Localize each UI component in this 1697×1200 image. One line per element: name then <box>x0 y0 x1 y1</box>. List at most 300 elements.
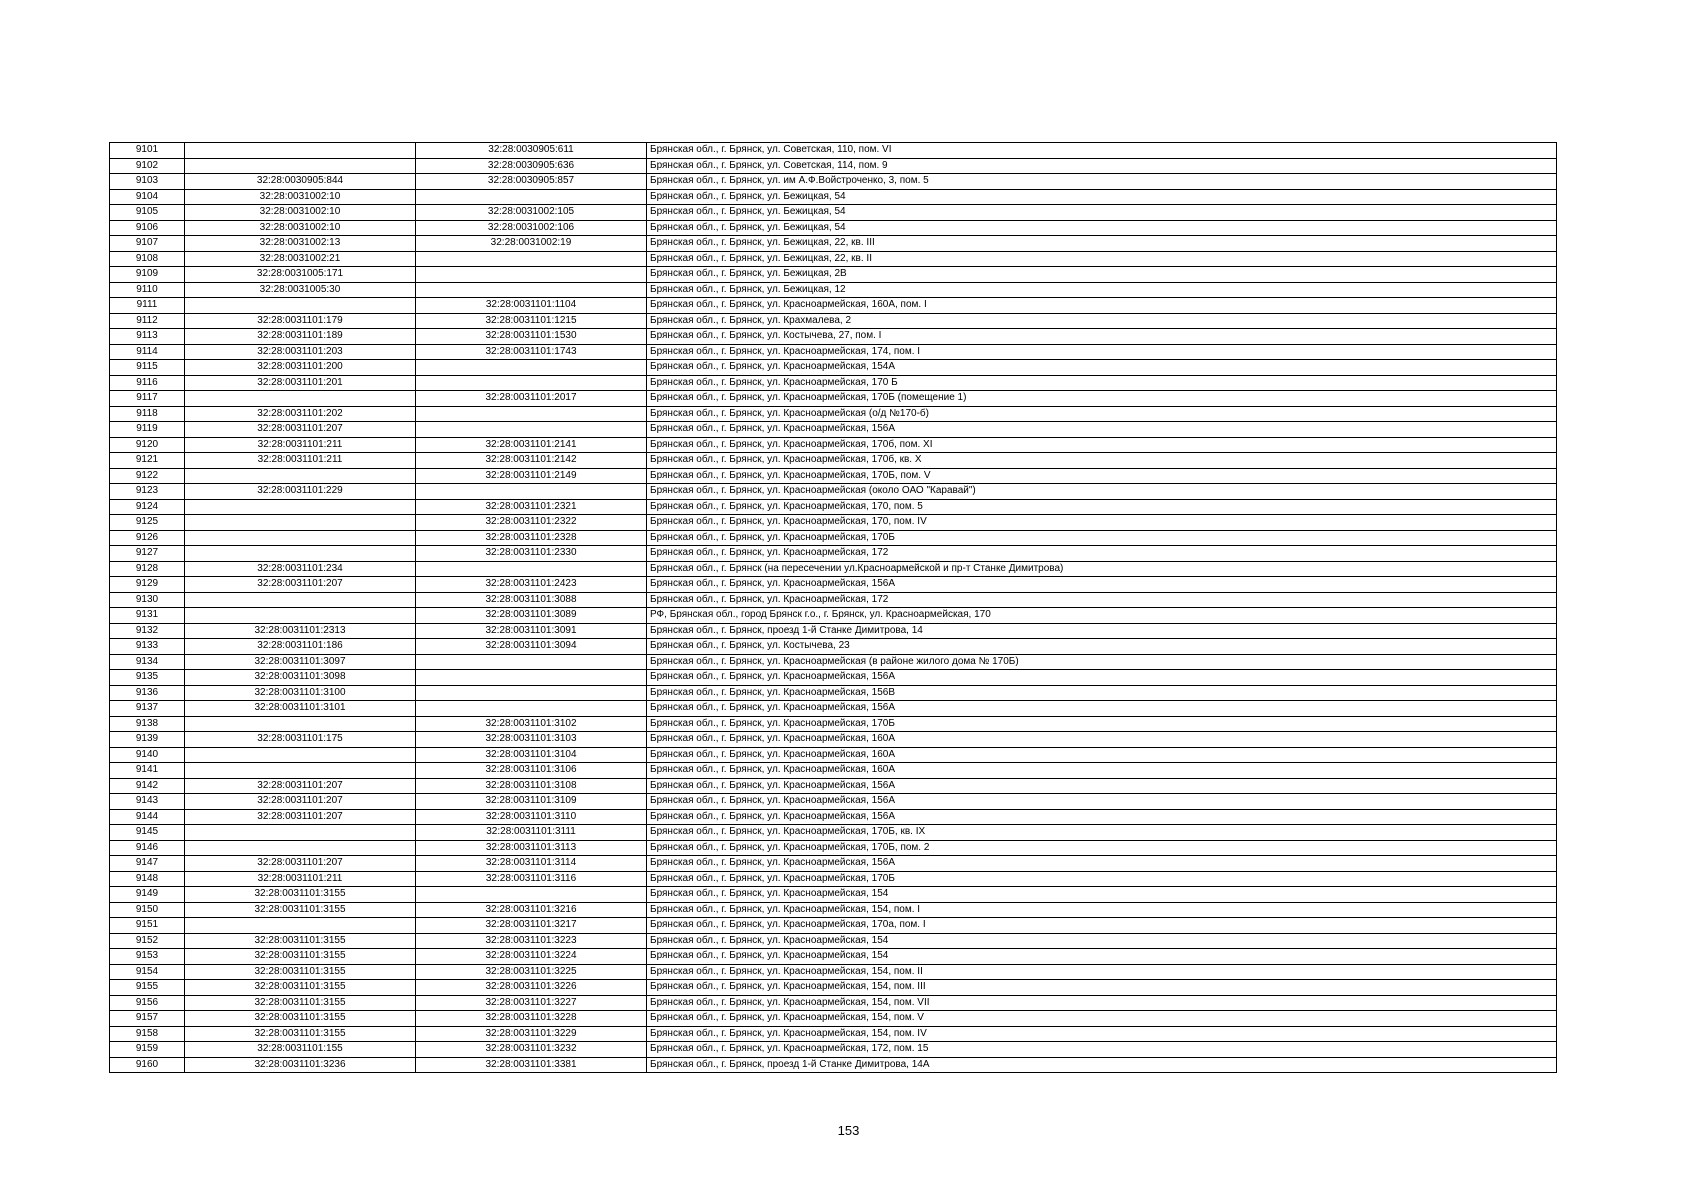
address: Брянская обл., г. Брянск, ул. Красноармейская (в районе жилого дома № 170Б) <box>647 654 1557 670</box>
cadastral-number: 32:28:0031101:3106 <box>416 763 647 779</box>
table-row <box>110 143 1557 159</box>
registry-table-body <box>110 143 1557 1073</box>
row-number: 9156 <box>110 995 185 1011</box>
cadastral-number: 32:28:0031101:3229 <box>416 1026 647 1042</box>
table-row <box>110 716 1557 732</box>
parent-cadastral-number: 32:28:0031005:30 <box>185 282 416 298</box>
row-number: 9152 <box>110 933 185 949</box>
row-number: 9155 <box>110 980 185 996</box>
cadastral-number: 32:28:0031002:105 <box>416 205 647 221</box>
address: Брянская обл., г. Брянск (на пересечении ул.Красноармейской и пр-т Станке Димитрова) <box>647 561 1557 577</box>
cadastral-number <box>416 422 647 438</box>
table-row <box>110 484 1557 500</box>
address: Брянская обл., г. Брянск, ул. Красноармейская, 170Б <box>647 530 1557 546</box>
table-row <box>110 747 1557 763</box>
registry-table <box>109 142 1557 1073</box>
table-row <box>110 267 1557 283</box>
table-row <box>110 856 1557 872</box>
table-row <box>110 887 1557 903</box>
row-number: 9158 <box>110 1026 185 1042</box>
parent-cadastral-number: 32:28:0031101:3155 <box>185 887 416 903</box>
parent-cadastral-number <box>185 763 416 779</box>
row-number: 9141 <box>110 763 185 779</box>
parent-cadastral-number <box>185 530 416 546</box>
table-row <box>110 313 1557 329</box>
cadastral-number: 32:28:0031101:3226 <box>416 980 647 996</box>
row-number: 9153 <box>110 949 185 965</box>
parent-cadastral-number <box>185 298 416 314</box>
row-number: 9111 <box>110 298 185 314</box>
table-row <box>110 329 1557 345</box>
address: Брянская обл., г. Брянск, ул. Красноармейская, 156В <box>647 685 1557 701</box>
table-row <box>110 251 1557 267</box>
row-number: 9124 <box>110 499 185 515</box>
cadastral-number <box>416 685 647 701</box>
table-row <box>110 561 1557 577</box>
address: Брянская обл., г. Брянск, ул. Красноармейская, 170, пом. IV <box>647 515 1557 531</box>
parent-cadastral-number <box>185 515 416 531</box>
table-row <box>110 608 1557 624</box>
address: Брянская обл., г. Брянск, ул. Красноармейская, 154 <box>647 887 1557 903</box>
address: Брянская обл., г. Брянск, ул. Красноармейская, 170б, кв. X <box>647 453 1557 469</box>
parent-cadastral-number <box>185 918 416 934</box>
parent-cadastral-number: 32:28:0030905:844 <box>185 174 416 190</box>
row-number: 9134 <box>110 654 185 670</box>
row-number: 9114 <box>110 344 185 360</box>
cadastral-number: 32:28:0031101:3088 <box>416 592 647 608</box>
table-row <box>110 763 1557 779</box>
address: Брянская обл., г. Брянск, ул. Красноармейская, 170Б, кв. IX <box>647 825 1557 841</box>
parent-cadastral-number: 32:28:0031101:202 <box>185 406 416 422</box>
address: Брянская обл., г. Брянск, проезд 1-й Станке Димитрова, 14А <box>647 1057 1557 1073</box>
address: Брянская обл., г. Брянск, ул. Бежицкая, 22, кв. III <box>647 236 1557 252</box>
table-row <box>110 174 1557 190</box>
address: Брянская обл., г. Брянск, ул. Красноармейская, 160А <box>647 732 1557 748</box>
row-number: 9127 <box>110 546 185 562</box>
row-number: 9132 <box>110 623 185 639</box>
parent-cadastral-number: 32:28:0031002:10 <box>185 220 416 236</box>
address: Брянская обл., г. Брянск, ул. Красноармейская, 154, пом. III <box>647 980 1557 996</box>
table-row <box>110 530 1557 546</box>
parent-cadastral-number <box>185 825 416 841</box>
page-number: 153 <box>837 1123 860 1138</box>
parent-cadastral-number: 32:28:0031101:207 <box>185 778 416 794</box>
parent-cadastral-number: 32:28:0031101:3155 <box>185 1026 416 1042</box>
address: Брянская обл., г. Брянск, ул. Красноармейская, 154А <box>647 360 1557 376</box>
row-number: 9133 <box>110 639 185 655</box>
cadastral-number <box>416 887 647 903</box>
cadastral-number <box>416 406 647 422</box>
row-number: 9143 <box>110 794 185 810</box>
table-row <box>110 1042 1557 1058</box>
address: Брянская обл., г. Брянск, ул. им А.Ф.Войстроченко, 3, пом. 5 <box>647 174 1557 190</box>
address: Брянская обл., г. Брянск, ул. Красноармейская, 160А <box>647 747 1557 763</box>
cadastral-number: 32:28:0031101:3217 <box>416 918 647 934</box>
address: Брянская обл., г. Брянск, ул. Красноармейская, 170 Б <box>647 375 1557 391</box>
parent-cadastral-number <box>185 143 416 159</box>
address: Брянская обл., г. Брянск, ул. Красноармейская, 154 <box>647 949 1557 965</box>
row-number: 9146 <box>110 840 185 856</box>
row-number: 9126 <box>110 530 185 546</box>
address: Брянская обл., г. Брянск, ул. Красноармейская, 156А <box>647 794 1557 810</box>
table-row <box>110 871 1557 887</box>
table-row <box>110 1026 1557 1042</box>
cadastral-number: 32:28:0031101:3114 <box>416 856 647 872</box>
table-row <box>110 840 1557 856</box>
address: Брянская обл., г. Брянск, ул. Бежицкая, 2В <box>647 267 1557 283</box>
row-number: 9160 <box>110 1057 185 1073</box>
cadastral-number: 32:28:0031101:3225 <box>416 964 647 980</box>
cadastral-number: 32:28:0031101:1104 <box>416 298 647 314</box>
row-number: 9118 <box>110 406 185 422</box>
cadastral-number: 32:28:0031101:3102 <box>416 716 647 732</box>
address: Брянская обл., г. Брянск, ул. Красноармейская, 170Б, пом. 2 <box>647 840 1557 856</box>
cadastral-number: 32:28:0031101:2141 <box>416 437 647 453</box>
row-number: 9123 <box>110 484 185 500</box>
cadastral-number <box>416 654 647 670</box>
address: Брянская обл., г. Брянск, ул. Красноармейская, 156А <box>647 670 1557 686</box>
address: Брянская обл., г. Брянск, ул. Красноармейская, 154 <box>647 933 1557 949</box>
row-number: 9101 <box>110 143 185 159</box>
row-number: 9108 <box>110 251 185 267</box>
table-row <box>110 995 1557 1011</box>
address: Брянская обл., г. Брянск, ул. Красноармейская, 160А <box>647 763 1557 779</box>
table-row <box>110 437 1557 453</box>
address: Брянская обл., г. Брянск, ул. Советская, 114, пом. 9 <box>647 158 1557 174</box>
table-row <box>110 778 1557 794</box>
address: Брянская обл., г. Брянск, ул. Красноармейская, 154, пом. IV <box>647 1026 1557 1042</box>
row-number: 9103 <box>110 174 185 190</box>
table-row <box>110 205 1557 221</box>
parent-cadastral-number: 32:28:0031101:175 <box>185 732 416 748</box>
table-row <box>110 422 1557 438</box>
row-number: 9128 <box>110 561 185 577</box>
row-number: 9110 <box>110 282 185 298</box>
address: Брянская обл., г. Брянск, ул. Красноармейская, 156А <box>647 422 1557 438</box>
table-row <box>110 282 1557 298</box>
row-number: 9119 <box>110 422 185 438</box>
parent-cadastral-number: 32:28:0031101:3097 <box>185 654 416 670</box>
cadastral-number <box>416 484 647 500</box>
parent-cadastral-number <box>185 747 416 763</box>
cadastral-number: 32:28:0031101:3224 <box>416 949 647 965</box>
parent-cadastral-number <box>185 468 416 484</box>
address: Брянская обл., г. Брянск, ул. Красноармейская, 156А <box>647 701 1557 717</box>
table-row <box>110 236 1557 252</box>
cadastral-number: 32:28:0031101:3091 <box>416 623 647 639</box>
cadastral-number: 32:28:0030905:611 <box>416 143 647 159</box>
address: Брянская обл., г. Брянск, ул. Красноармейская, 156А <box>647 809 1557 825</box>
parent-cadastral-number <box>185 716 416 732</box>
address: Брянская обл., г. Брянск, ул. Красноармейская, 170а, пом. I <box>647 918 1557 934</box>
row-number: 9135 <box>110 670 185 686</box>
row-number: 9104 <box>110 189 185 205</box>
cadastral-number: 32:28:0031101:3223 <box>416 933 647 949</box>
table-row <box>110 701 1557 717</box>
table-row <box>110 980 1557 996</box>
parent-cadastral-number: 32:28:0031101:2313 <box>185 623 416 639</box>
table-row <box>110 1057 1557 1073</box>
table-row <box>110 933 1557 949</box>
parent-cadastral-number: 32:28:0031101:211 <box>185 437 416 453</box>
parent-cadastral-number: 32:28:0031002:13 <box>185 236 416 252</box>
parent-cadastral-number: 32:28:0031101:3155 <box>185 933 416 949</box>
parent-cadastral-number: 32:28:0031101:200 <box>185 360 416 376</box>
address: Брянская обл., г. Брянск, ул. Красноармейская, 154, пом. I <box>647 902 1557 918</box>
cadastral-number <box>416 282 647 298</box>
parent-cadastral-number <box>185 840 416 856</box>
cadastral-number: 32:28:0031101:1530 <box>416 329 647 345</box>
cadastral-number: 32:28:0031101:2149 <box>416 468 647 484</box>
table-row <box>110 685 1557 701</box>
table-row <box>110 298 1557 314</box>
parent-cadastral-number: 32:28:0031002:21 <box>185 251 416 267</box>
address: Брянская обл., г. Брянск, ул. Советская, 110, пом. VI <box>647 143 1557 159</box>
row-number: 9131 <box>110 608 185 624</box>
parent-cadastral-number: 32:28:0031101:207 <box>185 856 416 872</box>
row-number: 9138 <box>110 716 185 732</box>
parent-cadastral-number: 32:28:0031101:3236 <box>185 1057 416 1073</box>
cadastral-number: 32:28:0031101:2321 <box>416 499 647 515</box>
cadastral-number: 32:28:0030905:636 <box>416 158 647 174</box>
row-number: 9157 <box>110 1011 185 1027</box>
row-number: 9142 <box>110 778 185 794</box>
row-number: 9121 <box>110 453 185 469</box>
parent-cadastral-number: 32:28:0031101:3155 <box>185 902 416 918</box>
cadastral-number: 32:28:0031101:1215 <box>416 313 647 329</box>
address: Брянская обл., г. Брянск, ул. Костычева, 27, пом. I <box>647 329 1557 345</box>
cadastral-number: 32:28:0031101:2330 <box>416 546 647 562</box>
parent-cadastral-number: 32:28:0031101:179 <box>185 313 416 329</box>
address: Брянская обл., г. Брянск, ул. Красноармейская, 170Б <box>647 716 1557 732</box>
address: Брянская обл., г. Брянск, ул. Красноармейская, 154, пом. II <box>647 964 1557 980</box>
cadastral-number: 32:28:0030905:857 <box>416 174 647 190</box>
parent-cadastral-number: 32:28:0031101:207 <box>185 809 416 825</box>
parent-cadastral-number: 32:28:0031002:10 <box>185 205 416 221</box>
row-number: 9150 <box>110 902 185 918</box>
address: Брянская обл., г. Брянск, ул. Бежицкая, 54 <box>647 220 1557 236</box>
cadastral-number: 32:28:0031101:1743 <box>416 344 647 360</box>
parent-cadastral-number: 32:28:0031101:189 <box>185 329 416 345</box>
parent-cadastral-number <box>185 592 416 608</box>
parent-cadastral-number: 32:28:0031101:3098 <box>185 670 416 686</box>
address: Брянская обл., г. Брянск, ул. Крахмалева, 2 <box>647 313 1557 329</box>
table-row <box>110 515 1557 531</box>
parent-cadastral-number: 32:28:0031101:3155 <box>185 1011 416 1027</box>
cadastral-number: 32:28:0031101:3108 <box>416 778 647 794</box>
table-row <box>110 592 1557 608</box>
table-row <box>110 902 1557 918</box>
row-number: 9159 <box>110 1042 185 1058</box>
cadastral-number: 32:28:0031101:3094 <box>416 639 647 655</box>
row-number: 9115 <box>110 360 185 376</box>
table-row <box>110 406 1557 422</box>
cadastral-number: 32:28:0031101:3109 <box>416 794 647 810</box>
table-row <box>110 623 1557 639</box>
cadastral-number: 32:28:0031101:3089 <box>416 608 647 624</box>
cadastral-number: 32:28:0031101:3103 <box>416 732 647 748</box>
table-row <box>110 375 1557 391</box>
cadastral-number: 32:28:0031101:3232 <box>416 1042 647 1058</box>
row-number: 9105 <box>110 205 185 221</box>
parent-cadastral-number <box>185 546 416 562</box>
row-number: 9107 <box>110 236 185 252</box>
row-number: 9149 <box>110 887 185 903</box>
cadastral-number <box>416 267 647 283</box>
row-number: 9102 <box>110 158 185 174</box>
table-row <box>110 670 1557 686</box>
cadastral-number: 32:28:0031101:3381 <box>416 1057 647 1073</box>
address: Брянская обл., г. Брянск, ул. Красноармейская, 172 <box>647 592 1557 608</box>
cadastral-number <box>416 251 647 267</box>
address: Брянская обл., г. Брянск, ул. Красноармейская, 170Б <box>647 871 1557 887</box>
cadastral-number <box>416 360 647 376</box>
address: Брянская обл., г. Брянск, ул. Красноармейская, 160А, пом. I <box>647 298 1557 314</box>
address: Брянская обл., г. Брянск, ул. Красноармейская, 156А <box>647 856 1557 872</box>
parent-cadastral-number: 32:28:0031101:3155 <box>185 980 416 996</box>
row-number: 9117 <box>110 391 185 407</box>
table-row <box>110 825 1557 841</box>
table-row <box>110 794 1557 810</box>
registry-sheet <box>109 142 1556 1073</box>
row-number: 9125 <box>110 515 185 531</box>
cadastral-number: 32:28:0031101:2142 <box>416 453 647 469</box>
parent-cadastral-number: 32:28:0031101:3155 <box>185 949 416 965</box>
parent-cadastral-number: 32:28:0031101:3155 <box>185 964 416 980</box>
row-number: 9116 <box>110 375 185 391</box>
cadastral-number: 32:28:0031002:106 <box>416 220 647 236</box>
table-row <box>110 654 1557 670</box>
parent-cadastral-number: 32:28:0031101:207 <box>185 422 416 438</box>
row-number: 9144 <box>110 809 185 825</box>
table-row <box>110 189 1557 205</box>
cadastral-number: 32:28:0031101:3110 <box>416 809 647 825</box>
cadastral-number: 32:28:0031101:2017 <box>416 391 647 407</box>
table-row <box>110 1011 1557 1027</box>
address: Брянская обл., г. Брянск, ул. Красноармейская, 170, пом. 5 <box>647 499 1557 515</box>
address: Брянская обл., г. Брянск, ул. Красноармейская, 156А <box>647 778 1557 794</box>
table-row <box>110 391 1557 407</box>
cadastral-number: 32:28:0031101:3227 <box>416 995 647 1011</box>
table-row <box>110 453 1557 469</box>
row-number: 9112 <box>110 313 185 329</box>
row-number: 9147 <box>110 856 185 872</box>
table-row <box>110 344 1557 360</box>
parent-cadastral-number: 32:28:0031005:171 <box>185 267 416 283</box>
parent-cadastral-number <box>185 499 416 515</box>
cadastral-number: 32:28:0031101:3104 <box>416 747 647 763</box>
table-row <box>110 949 1557 965</box>
parent-cadastral-number: 32:28:0031101:186 <box>185 639 416 655</box>
row-number: 9137 <box>110 701 185 717</box>
parent-cadastral-number <box>185 608 416 624</box>
address: Брянская обл., г. Брянск, ул. Красноармейская, 154, пом. VII <box>647 995 1557 1011</box>
table-row <box>110 639 1557 655</box>
cadastral-number <box>416 189 647 205</box>
row-number: 9145 <box>110 825 185 841</box>
address: Брянская обл., г. Брянск, ул. Бежицкая, 54 <box>647 205 1557 221</box>
table-row <box>110 468 1557 484</box>
address: РФ, Брянская обл., город Брянск г.о., г. Брянск, ул. Красноармейская, 170 <box>647 608 1557 624</box>
parent-cadastral-number: 32:28:0031101:207 <box>185 794 416 810</box>
table-row <box>110 918 1557 934</box>
address: Брянская обл., г. Брянск, ул. Красноармейская, 172 <box>647 546 1557 562</box>
parent-cadastral-number: 32:28:0031101:3155 <box>185 995 416 1011</box>
parent-cadastral-number: 32:28:0031101:207 <box>185 577 416 593</box>
row-number: 9139 <box>110 732 185 748</box>
parent-cadastral-number: 32:28:0031101:201 <box>185 375 416 391</box>
cadastral-number <box>416 670 647 686</box>
table-row <box>110 577 1557 593</box>
cadastral-number: 32:28:0031101:2322 <box>416 515 647 531</box>
row-number: 9140 <box>110 747 185 763</box>
parent-cadastral-number: 32:28:0031101:3101 <box>185 701 416 717</box>
table-row <box>110 360 1557 376</box>
row-number: 9154 <box>110 964 185 980</box>
address: Брянская обл., г. Брянск, ул. Бежицкая, 54 <box>647 189 1557 205</box>
address: Брянская обл., г. Брянск, проезд 1-й Станке Димитрова, 14 <box>647 623 1557 639</box>
table-row <box>110 220 1557 236</box>
cadastral-number <box>416 375 647 391</box>
address: Брянская обл., г. Брянск, ул. Красноармейская, 156А <box>647 577 1557 593</box>
parent-cadastral-number <box>185 158 416 174</box>
address: Брянская обл., г. Брянск, ул. Красноармейская (около ОАО "Каравай") <box>647 484 1557 500</box>
row-number: 9151 <box>110 918 185 934</box>
row-number: 9130 <box>110 592 185 608</box>
parent-cadastral-number: 32:28:0031101:234 <box>185 561 416 577</box>
row-number: 9129 <box>110 577 185 593</box>
row-number: 9136 <box>110 685 185 701</box>
row-number: 9106 <box>110 220 185 236</box>
address: Брянская обл., г. Брянск, ул. Красноармейская, 170Б (помещение 1) <box>647 391 1557 407</box>
address: Брянская обл., г. Брянск, ул. Красноармейская, 172, пом. 15 <box>647 1042 1557 1058</box>
address: Брянская обл., г. Брянск, ул. Бежицкая, 12 <box>647 282 1557 298</box>
cadastral-number: 32:28:0031101:3113 <box>416 840 647 856</box>
table-row <box>110 964 1557 980</box>
parent-cadastral-number: 32:28:0031101:203 <box>185 344 416 360</box>
parent-cadastral-number: 32:28:0031101:155 <box>185 1042 416 1058</box>
row-number: 9113 <box>110 329 185 345</box>
address: Брянская обл., г. Брянск, ул. Бежицкая, 22, кв. II <box>647 251 1557 267</box>
parent-cadastral-number: 32:28:0031101:3100 <box>185 685 416 701</box>
cadastral-number <box>416 701 647 717</box>
row-number: 9148 <box>110 871 185 887</box>
address: Брянская обл., г. Брянск, ул. Красноармейская, 170Б, пом. V <box>647 468 1557 484</box>
address: Брянская обл., г. Брянск, ул. Красноармейская, 170б, пом. XI <box>647 437 1557 453</box>
table-row <box>110 546 1557 562</box>
parent-cadastral-number: 32:28:0031101:211 <box>185 453 416 469</box>
parent-cadastral-number: 32:28:0031101:211 <box>185 871 416 887</box>
cadastral-number: 32:28:0031101:3116 <box>416 871 647 887</box>
row-number: 9109 <box>110 267 185 283</box>
cadastral-number: 32:28:0031101:3228 <box>416 1011 647 1027</box>
parent-cadastral-number: 32:28:0031002:10 <box>185 189 416 205</box>
table-row <box>110 732 1557 748</box>
row-number: 9122 <box>110 468 185 484</box>
table-row <box>110 809 1557 825</box>
table-row <box>110 158 1557 174</box>
cadastral-number <box>416 561 647 577</box>
parent-cadastral-number <box>185 391 416 407</box>
parent-cadastral-number: 32:28:0031101:229 <box>185 484 416 500</box>
cadastral-number: 32:28:0031101:2423 <box>416 577 647 593</box>
cadastral-number: 32:28:0031101:3216 <box>416 902 647 918</box>
address: Брянская обл., г. Брянск, ул. Красноармейская, 174, пом. I <box>647 344 1557 360</box>
address: Брянская обл., г. Брянск, ул. Красноармейская, 154, пом. V <box>647 1011 1557 1027</box>
cadastral-number: 32:28:0031101:3111 <box>416 825 647 841</box>
cadastral-number: 32:28:0031002:19 <box>416 236 647 252</box>
address: Брянская обл., г. Брянск, ул. Костычева, 23 <box>647 639 1557 655</box>
